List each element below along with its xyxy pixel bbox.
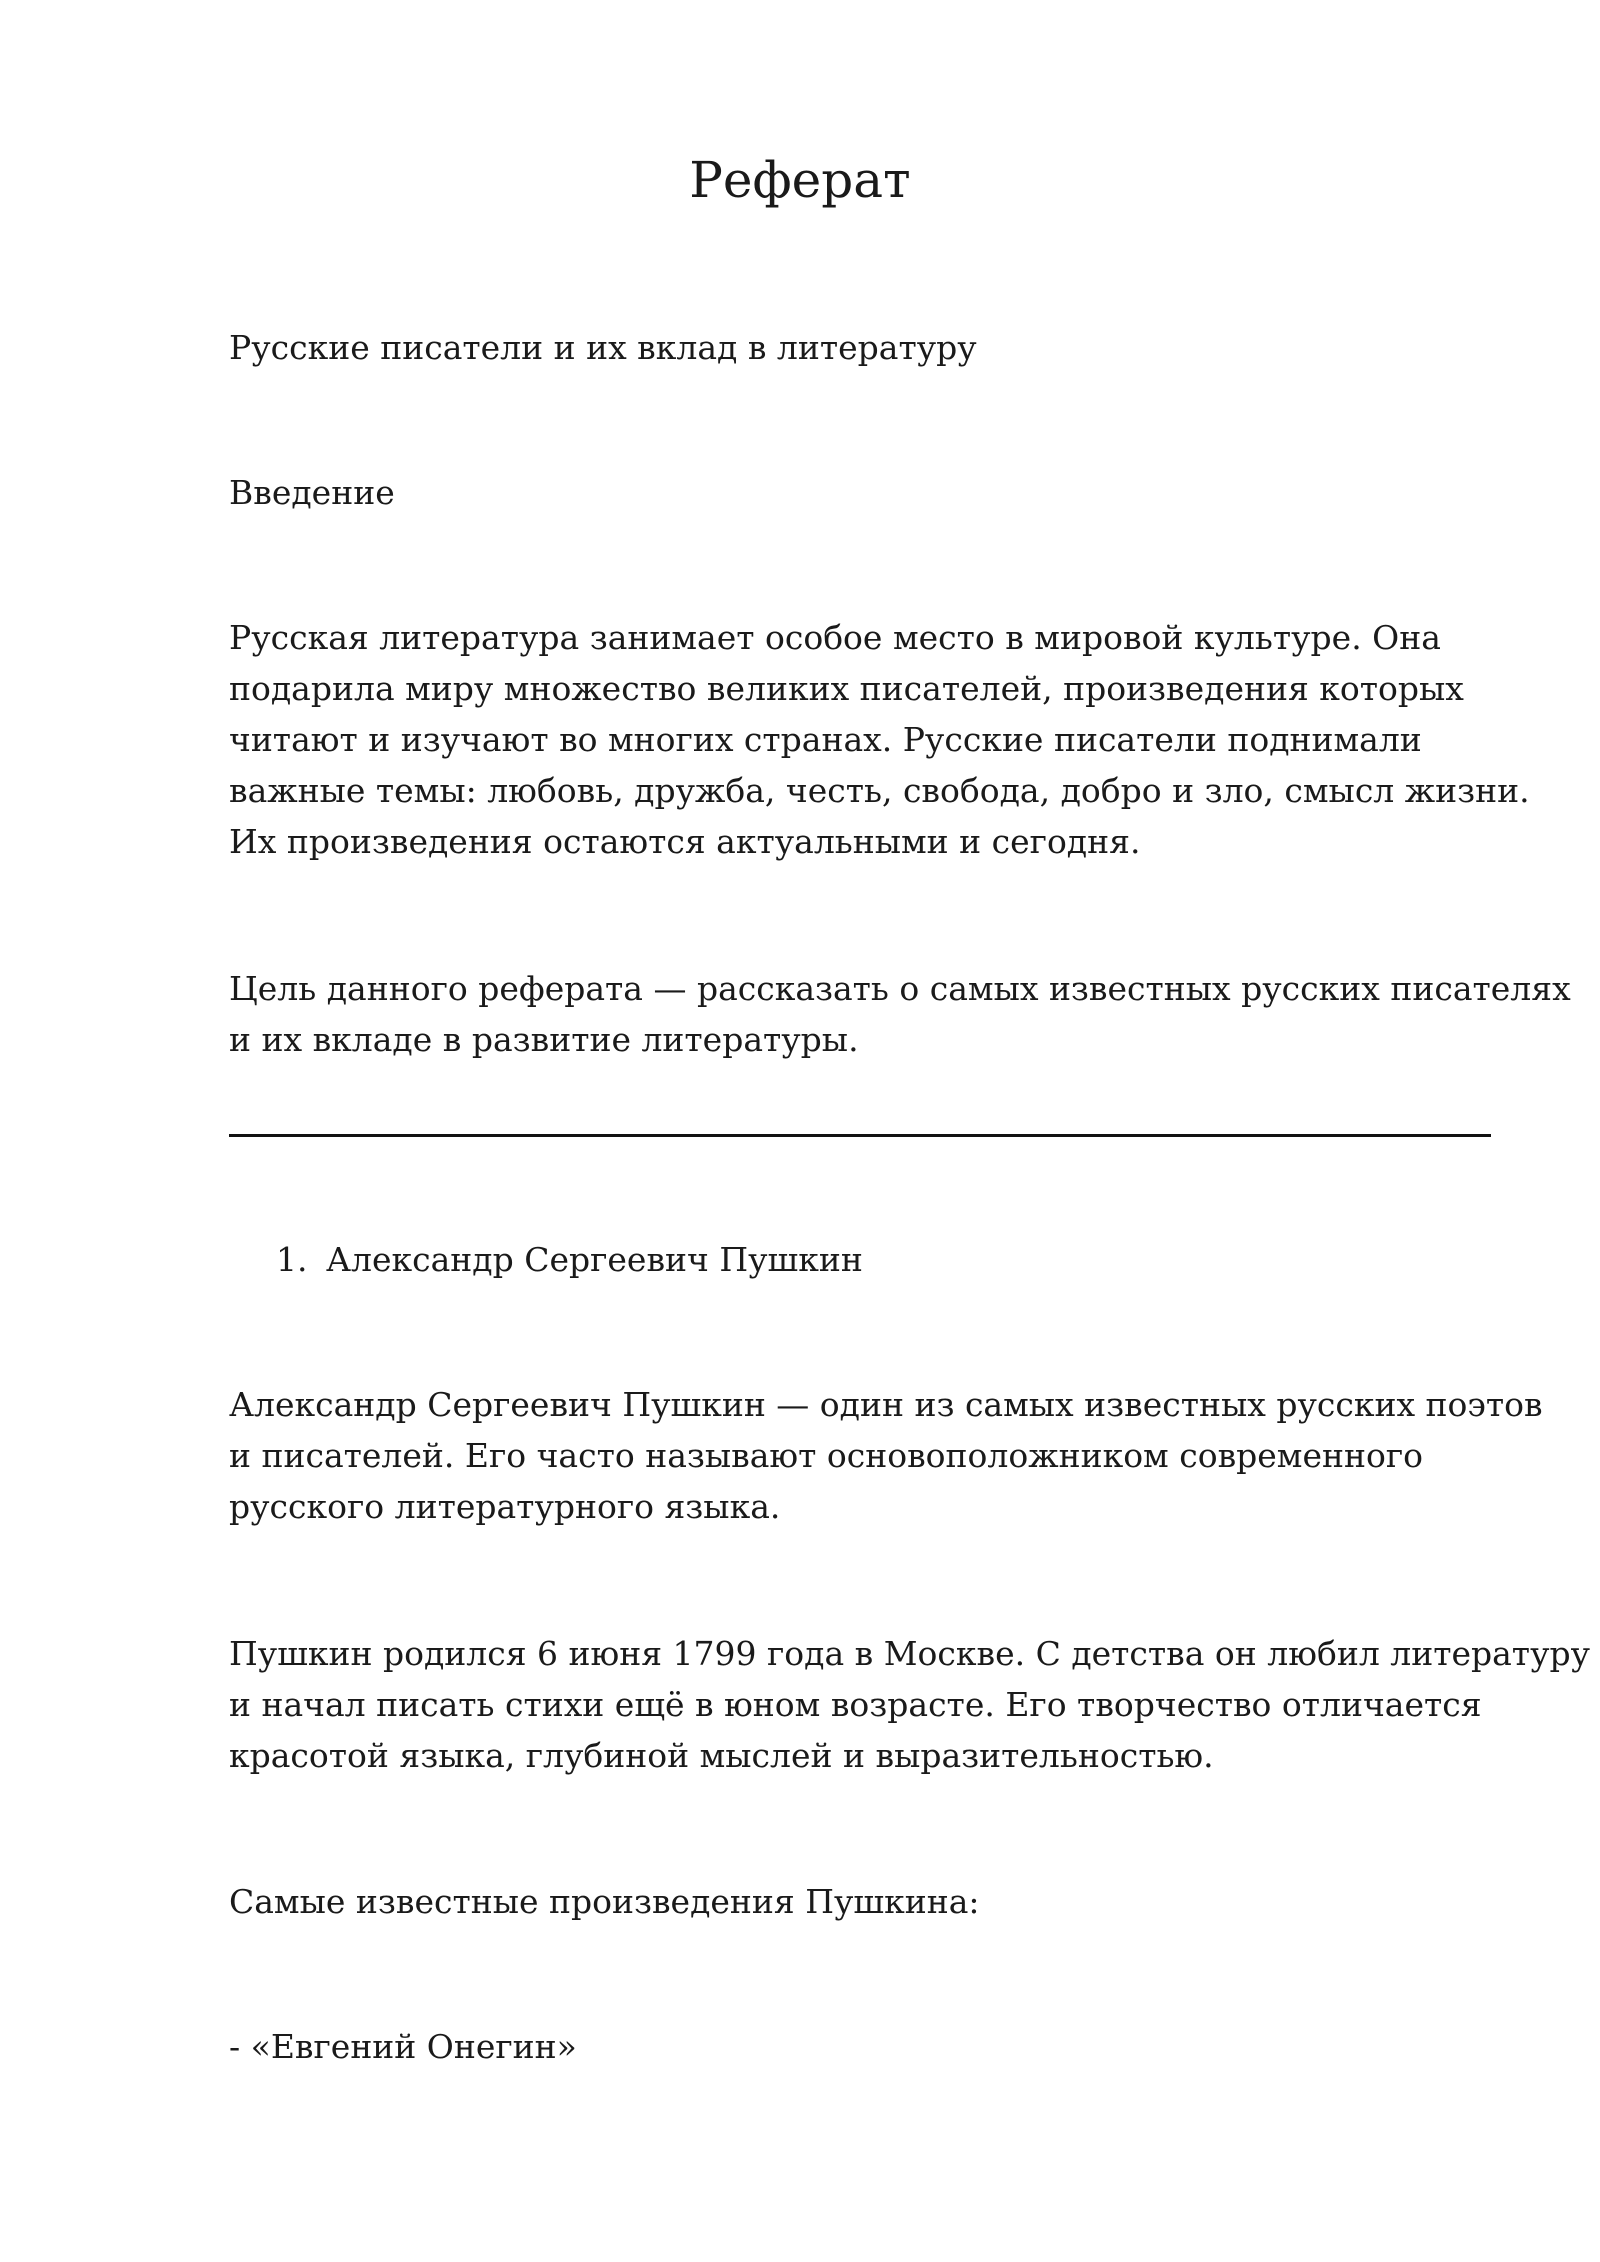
horizontal-divider <box>229 1134 1491 1137</box>
paragraph-line: Александр Сергеевич Пушкин — один из самых известных русских поэтов <box>229 1385 1543 1424</box>
paragraph-line: красотой языка, глубиной мыслей и выразительностью. <box>229 1736 1214 1775</box>
intro-paragraph-1 <box>229 612 1530 867</box>
intro-paragraph-2 <box>229 963 1571 1065</box>
paragraph-line: важные темы: любовь, дружба, честь, свобода, добро и зло, смысл жизни. <box>229 771 1530 810</box>
section-heading-text: Александр Сергеевич Пушкин <box>326 1240 863 1279</box>
paragraph-line: Пушкин родился 6 июня 1799 года в Москве. С детства он любил литературу <box>229 1634 1591 1673</box>
paragraph-line: русского литературного языка. <box>229 1487 781 1526</box>
paragraph-line: Русская литература занимает особое место в мировой культуре. Она <box>229 618 1441 657</box>
paragraph-line: и начал писать стихи ещё в юном возрасте. Его творчество отличается <box>229 1685 1482 1724</box>
paragraph-line: подарила миру множество великих писателей, произведения которых <box>229 669 1464 708</box>
paragraph-line: и их вкладе в развитие литературы. <box>229 1020 859 1059</box>
works-heading: Самые известные произведения Пушкина: <box>229 1882 980 1921</box>
paragraph-line: и писателей. Его часто называют основоположником современного <box>229 1436 1424 1475</box>
document-subtitle: Русские писатели и их вклад в литературу <box>229 328 977 367</box>
section-1-paragraph-2 <box>229 1628 1591 1781</box>
paragraph-line: Их произведения остаются актуальными и сегодня. <box>229 822 1141 861</box>
intro-heading: Введение <box>229 473 395 512</box>
paragraph-line: читают и изучают во многих странах. Русские писатели поднимали <box>229 720 1422 759</box>
paragraph-line: Цель данного реферата — рассказать о самых известных русских писателях <box>229 969 1571 1008</box>
section-number: 1. <box>276 1240 308 1279</box>
works-list-item: - «Евгений Онегин» <box>229 2027 577 2066</box>
document-title: Реферат <box>689 151 911 209</box>
section-1-heading <box>276 1234 863 1285</box>
section-1-paragraph-1 <box>229 1379 1543 1532</box>
